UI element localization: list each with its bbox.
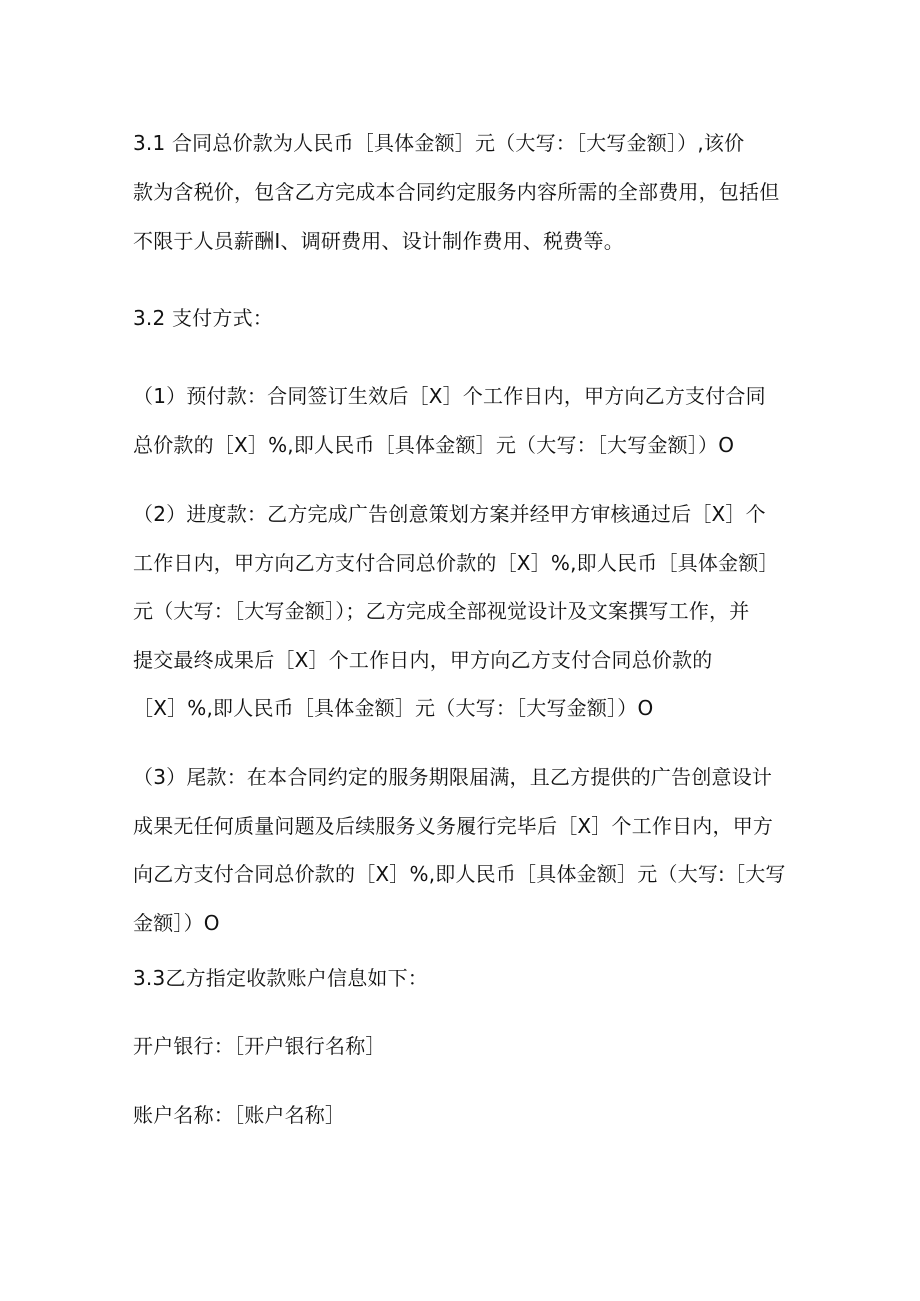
final-payment-line-4: 金额］）O [133,911,220,935]
progress-payment-line-5: ［X］%,即人民币［具体金额］元（大写：［大写金额］）O [133,696,654,720]
clause-3-2-heading: 3.2 支付方式： [133,306,273,330]
final-payment-line-2: 成果无任何质量问题及后续服务义务履行完毕后［X］个工作日内，甲方 [133,814,774,838]
final-payment-line-3: 向乙方支付合同总价款的［X］%,即人民币［具体金额］元（大写:［大写 [133,862,786,886]
progress-payment-line-2: 工作日内，甲方向乙方支付合同总价款的［X］%,即人民币［具体金额］ [133,551,779,575]
prepayment-line-1: （1）预付款：合同签订生效后［X］个工作日内，甲方向乙方支付合同 [133,384,766,408]
progress-payment-line-4: 提交最终成果后［X］个工作日内，甲方向乙方支付合同总价款的 [133,648,713,672]
bank-name-line: 开户银行：［开户银行名称］ [133,1034,386,1058]
clause-3-1-line-1: 3.1 合同总价款为人民币［具体金额］元（大写：［大写金额］）,该价 [133,131,745,155]
clause-3-1-line-3: 不限于人员薪酬I、调研费用、设计制作费用、税费等。 [133,229,624,253]
progress-payment-line-1: （2）进度款：乙方完成广告创意策划方案并经甲方审核通过后［X］个 [133,502,766,526]
account-name-line: 账户名称：［账户名称］ [133,1103,346,1127]
clause-3-1-line-2: 款为含税价，包含乙方完成本合同约定服务内容所需的全部费用，包括但 [133,180,780,204]
clause-3-3-heading: 3.3乙方指定收款账户信息如下： [133,966,429,990]
prepayment-line-2: 总价款的［X］%,即人民币［具体金额］元（大写：［大写金额］）O [133,433,735,457]
final-payment-line-1: （3）尾款：在本合同约定的服务期限届满，且乙方提供的广告创意设计 [133,765,773,789]
progress-payment-line-3: 元（大写：［大写金额］）；乙方完成全部视觉设计及文案撰写工作，并 [133,599,750,623]
